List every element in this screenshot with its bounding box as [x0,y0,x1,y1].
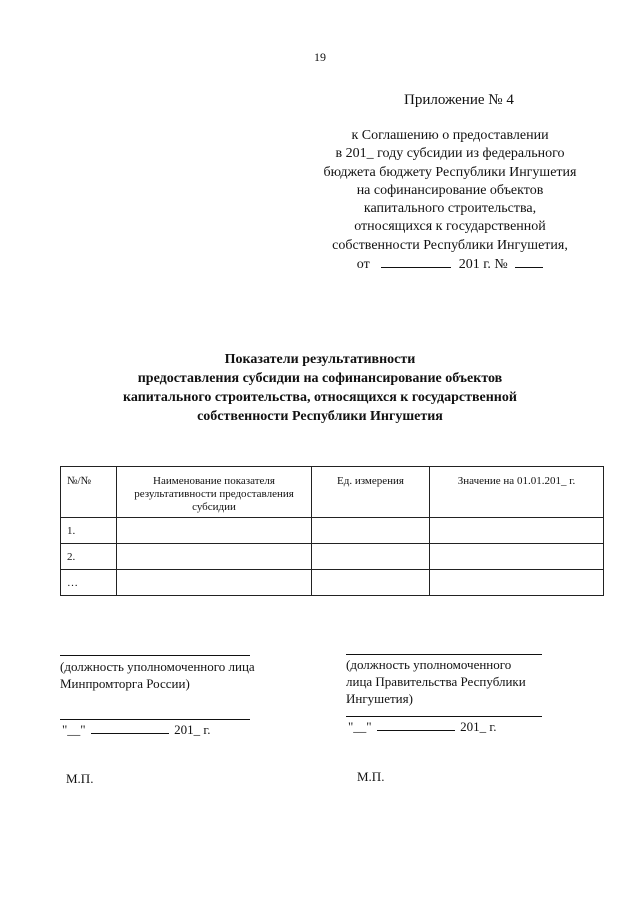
annex-line: бюджета бюджету Республики Ингушетия [323,164,577,180]
caption-line: лица Правительства Республики [346,674,526,689]
column-header: Значение на 01.01.201_ г. [430,467,604,518]
annex-line: относящихся к государственной [354,219,546,235]
table-cell: 1. [61,518,117,544]
date-line-right [346,716,542,717]
heading-line: собственности Республики Ингушетия [197,409,443,424]
table-cell [117,570,312,596]
indicators-table [60,466,604,596]
signature-date-left [62,721,211,738]
stamp-place-right: М.П. [357,769,385,784]
annex-line: к Соглашению о предоставлении [351,128,549,143]
date-blank [91,721,169,734]
table-row [61,544,604,570]
table-cell: … [61,570,117,596]
annex-line: на софинансирование объектов [356,182,544,198]
heading-line: предоставления субсидии на софинансирование объектов [137,371,503,386]
date-year: 201_ г. [460,719,497,734]
table-cell [117,544,312,570]
annex-date-prefix: от [356,257,370,273]
caption-line: (должность уполномоченного лица [60,659,255,674]
table-cell [430,570,604,596]
date-blank [377,718,455,731]
table-cell [430,518,604,544]
table-cell [312,570,430,596]
table-cell [117,518,312,544]
annex-title: Приложение № 4 [404,92,514,108]
document-heading [60,350,580,426]
annex-line: в 201_ году субсидии из федерального [335,146,565,162]
date-line-left [60,719,250,720]
annex-date-year: 201 г. № [458,257,508,273]
caption-line: Ингушетия) [346,691,413,706]
date-year: 201_ г. [174,722,211,737]
table-cell: 2. [61,544,117,570]
date-blank [381,255,451,268]
table-cell [430,544,604,570]
number-blank [515,255,543,268]
heading-line: капитального строительства, относящихся к государственной [123,390,517,405]
signature-caption-right [346,656,526,707]
page-number: 19 [314,50,326,64]
caption-line: (должность уполномоченного [346,657,512,672]
column-header: Наименование показателя результативности предоставления субсидии [117,467,312,518]
annex-reference [300,127,600,274]
column-header: Ед. измерения [312,467,430,518]
annex-date-line [300,255,600,274]
table-cell [312,544,430,570]
column-header: №/№ [61,467,117,518]
table-cell [312,518,430,544]
date-quote: "__" [348,719,372,734]
date-quote: "__" [62,722,86,737]
signature-line-right [346,654,542,655]
signature-date-right [348,718,497,735]
signature-caption-left [60,658,255,692]
stamp-place-left: М.П. [66,771,94,786]
annex-line: собственности Республики Ингушетия, [332,237,568,253]
annex-line: капитального строительства, [363,201,537,217]
table-row [61,518,604,544]
signature-line-left [60,655,250,656]
caption-line: Минпромторга России) [60,676,190,691]
table-row [61,570,604,596]
heading-line: Показатели результативности [224,352,416,367]
table-header-row [61,467,604,518]
